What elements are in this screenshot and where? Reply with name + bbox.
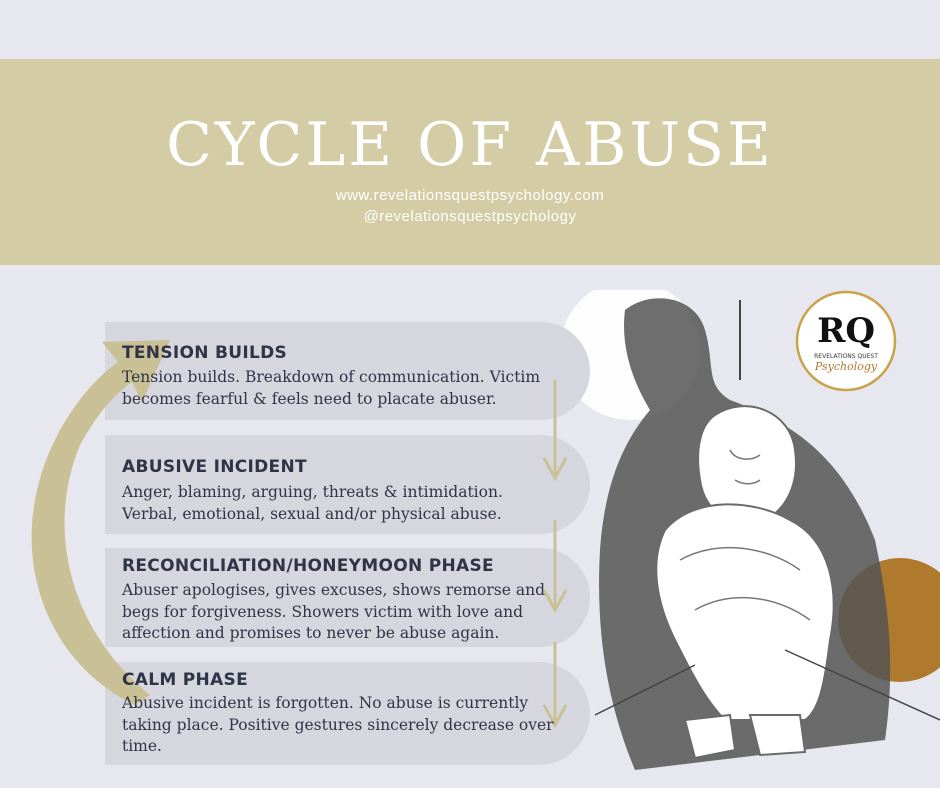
stage-title: ABUSIVE INCIDENT: [122, 457, 307, 477]
logo-letters: RQ: [817, 311, 875, 351]
logo-line2: Psychology: [814, 360, 878, 373]
stage-title: TENSION BUILDS: [122, 343, 288, 363]
stage-description: Tension builds. Breakdown of communication. Victim becomes fearful & feels need to placate abuser.: [122, 368, 541, 408]
page-title: CYCLE OF ABUSE: [166, 110, 774, 180]
website-url: www.revelationsquestpsychology.com: [335, 187, 605, 204]
stage-title: RECONCILIATION/HONEYMOON PHASE: [122, 556, 494, 576]
social-handle: @revelationsquestpsychology: [363, 208, 577, 225]
flow-arrows: [535, 380, 580, 730]
stage-description: Abusive incident is forgotten. No abuse is currently taking place. Positive gestures sincerely decrease over time.: [122, 694, 554, 755]
stage-title: CALM PHASE: [122, 670, 249, 690]
logo-line1: REVELATIONS QUEST: [814, 353, 878, 360]
stage-description: Abuser apologises, gives excuses, shows remorse and begs for forgiveness. Showers victim with love and affection and promises to never be abuse again.: [122, 581, 546, 642]
stage-description: Anger, blaming, arguing, threats & intimidation. Verbal, emotional, sexual and/or physical abuse.: [122, 483, 503, 523]
brand-logo: [795, 290, 897, 392]
